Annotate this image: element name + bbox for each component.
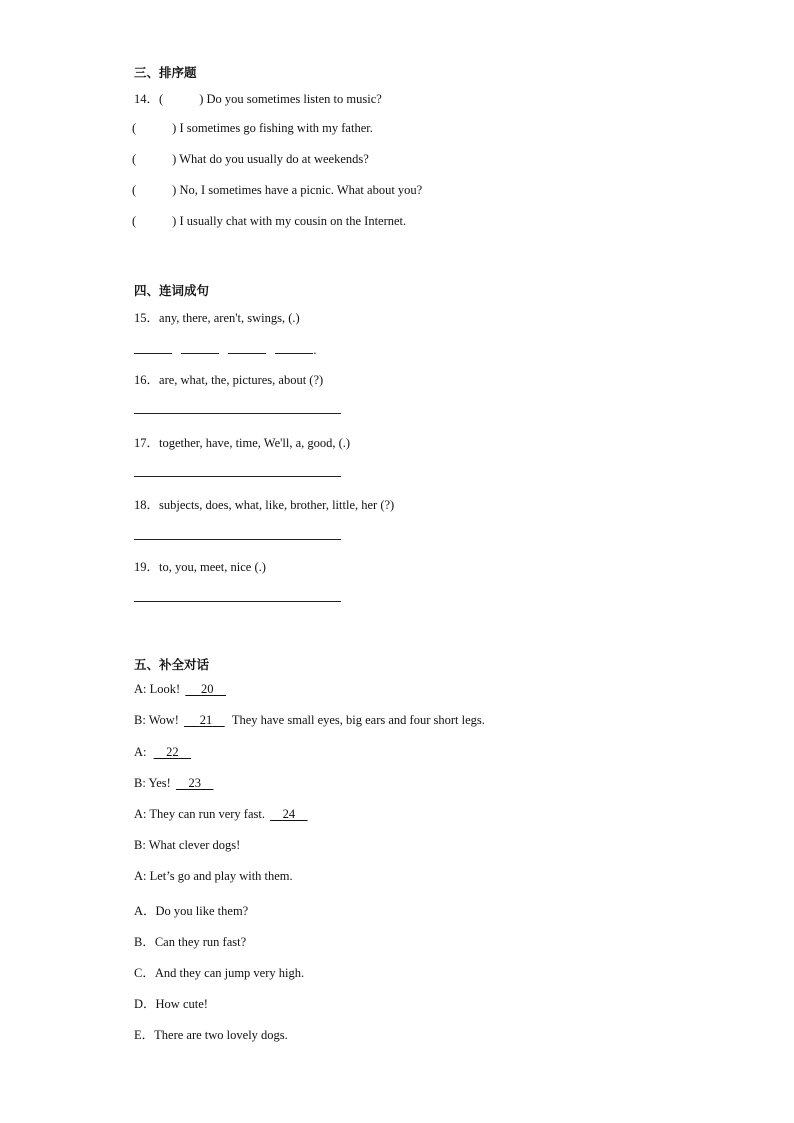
word-list: are, what, the, pictures, about (?) bbox=[159, 373, 324, 387]
word-list: to, you, meet, nice (.) bbox=[159, 560, 266, 574]
question-number: 16． bbox=[134, 373, 160, 387]
sentence-text: I sometimes go fishing with my father. bbox=[179, 121, 373, 135]
answer-blank[interactable] bbox=[275, 341, 313, 354]
question-number: 19． bbox=[134, 560, 160, 574]
answer-option[interactable] bbox=[134, 963, 304, 981]
dialogue-line: A: They can run very fast. 24 bbox=[134, 807, 308, 822]
question-17 bbox=[134, 433, 350, 451]
answer-option[interactable] bbox=[134, 901, 248, 919]
answer-line[interactable] bbox=[134, 476, 341, 477]
answer-blank[interactable] bbox=[134, 341, 172, 354]
word-list: together, have, time, We'll, a, good, (.) bbox=[159, 436, 351, 450]
word-list: subjects, does, what, like, brother, little, her (?) bbox=[159, 498, 395, 512]
ordering-item: ( ) I usually chat with my cousin on the Internet. bbox=[132, 214, 407, 228]
option-letter: B． bbox=[134, 935, 155, 949]
dialogue-line: B: What clever dogs! bbox=[134, 838, 241, 852]
answer-blank[interactable] bbox=[228, 341, 266, 354]
question-number: 17． bbox=[134, 436, 160, 450]
option-text: There are two lovely dogs. bbox=[154, 1028, 288, 1042]
dialogue-blank[interactable]: 21 bbox=[199, 713, 213, 727]
dialogue-line: A: Let’s go and play with them. bbox=[134, 869, 293, 883]
sentence-text: I usually chat with my cousin on the Internet. bbox=[179, 214, 407, 228]
option-text: Do you like them? bbox=[155, 904, 249, 918]
answer-option[interactable] bbox=[134, 932, 246, 950]
sentence-text: What do you usually do at weekends? bbox=[179, 152, 369, 166]
option-letter: A． bbox=[134, 904, 156, 918]
question-number: 18． bbox=[134, 498, 160, 512]
dialogue-line: B: Wow! 21 They have small eyes, big ears and four short legs. bbox=[134, 713, 485, 727]
answer-line[interactable] bbox=[134, 539, 341, 540]
dialogue-line: B: Yes! 23 bbox=[134, 776, 213, 791]
answer-blank[interactable] bbox=[181, 341, 219, 354]
answer-option[interactable] bbox=[134, 994, 208, 1012]
question-16 bbox=[134, 370, 323, 388]
dialogue-blank[interactable]: 23 bbox=[188, 776, 201, 790]
question-18 bbox=[134, 495, 394, 513]
dialogue-blank[interactable]: 24 bbox=[282, 807, 296, 821]
ordering-item: ( ) No, I sometimes have a picnic. What about you? bbox=[132, 183, 423, 197]
option-text: How cute! bbox=[155, 997, 208, 1011]
answer-option[interactable] bbox=[134, 1025, 288, 1043]
dialogue-line: A: Look! 20 bbox=[134, 682, 226, 697]
question-14: 14．( ) Do you sometimes listen to music? bbox=[134, 92, 382, 106]
sentence-text: Do you sometimes listen to music? bbox=[206, 92, 382, 106]
option-text: Can they run fast? bbox=[154, 935, 247, 949]
ordering-item: ( ) I sometimes go fishing with my father. bbox=[132, 121, 373, 135]
dialogue-blank[interactable]: 20 bbox=[200, 682, 214, 696]
section-heading-ordering: 三、排序题 bbox=[134, 65, 197, 80]
question-15 bbox=[134, 308, 300, 326]
option-letter: D． bbox=[134, 997, 156, 1011]
section-heading-word-order: 四、连词成句 bbox=[134, 283, 210, 298]
question-number: 14． bbox=[134, 92, 160, 106]
option-letter: C． bbox=[134, 966, 155, 980]
ordering-item: ( ) What do you usually do at weekends? bbox=[132, 152, 369, 166]
dialogue-blank[interactable]: 22 bbox=[166, 745, 179, 759]
dialogue-line: A: 22 bbox=[134, 745, 191, 760]
sentence-text: No, I sometimes have a picnic. What about you? bbox=[179, 183, 423, 197]
answer-line[interactable] bbox=[134, 413, 341, 414]
question-number: 15． bbox=[134, 311, 160, 325]
answer-line[interactable] bbox=[134, 601, 341, 602]
word-list: any, there, aren't, swings, (.) bbox=[159, 311, 300, 325]
question-19 bbox=[134, 557, 266, 575]
answer-blanks-15: . bbox=[134, 341, 317, 358]
section-heading-dialogue: 五、补全对话 bbox=[134, 657, 210, 672]
option-text: And they can jump very high. bbox=[154, 966, 305, 980]
option-letter: E． bbox=[134, 1028, 155, 1042]
